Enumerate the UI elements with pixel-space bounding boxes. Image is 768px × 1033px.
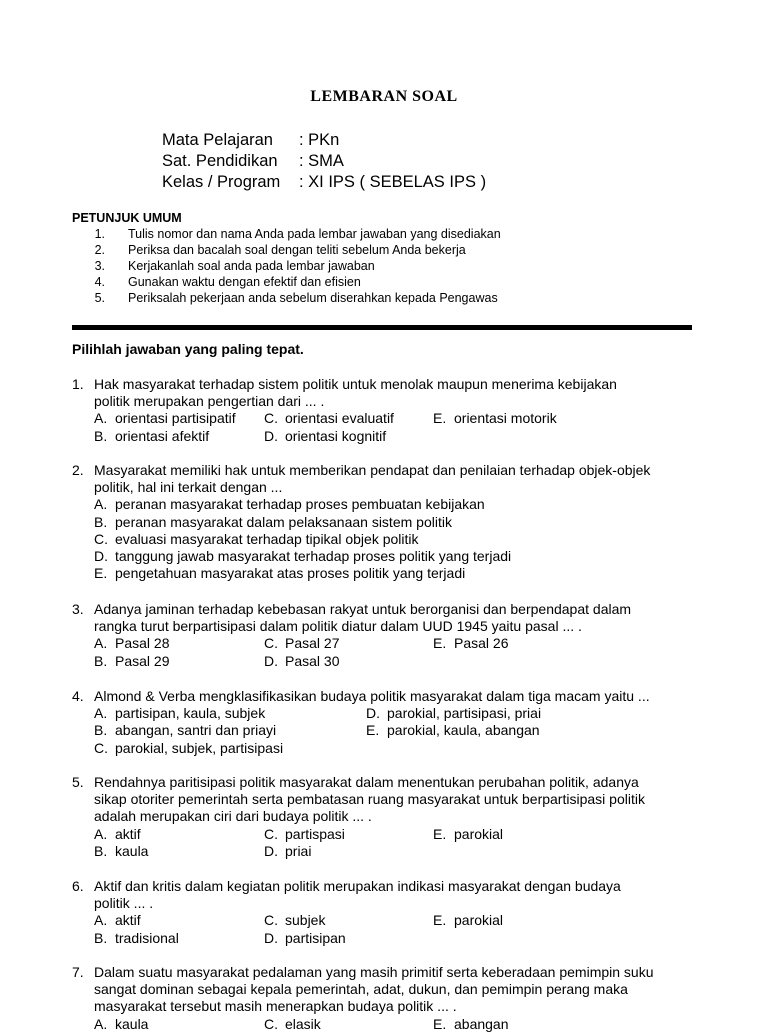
question-number: 4. (72, 688, 84, 704)
answer-instruction: Pilihlah jawaban yang paling tepat. (72, 341, 304, 357)
divider (72, 325, 692, 330)
question-number: 2. (72, 462, 84, 478)
option-e: E. pengetahuan masyarakat atas proses politik yang terjadi (94, 565, 466, 582)
option-c: C. partispasi (264, 825, 345, 842)
question-number: 6. (72, 878, 84, 894)
question-text: Adanya jaminan terhadap kebebasan rakyat untuk berorganisi dan berpendapat dalam (94, 601, 632, 617)
question-number: 1. (72, 376, 84, 392)
list-item: 5. Periksalah pekerjaan anda sebelum diserahkan kepada Pengawas (94, 291, 498, 305)
question-text: Rendahnya paritisipasi politik masyarakat dalam menentukan perubahan politik, adanya (94, 774, 639, 790)
option-c: C. orientasi evaluatif (264, 410, 394, 427)
option-d: D. orientasi kognitif (264, 427, 387, 444)
question-3 (72, 601, 712, 670)
option-d: D. priai (264, 842, 312, 859)
question-6 (72, 878, 712, 947)
info-row-class: Kelas / Program : XI IPS ( SEBELAS IPS ) (162, 173, 487, 191)
question-text: rangka turut berpartisipasi dalam politik diatur dalam UUD 1945 yaitu pasal ... . (94, 618, 582, 635)
option-b: B. orientasi afektif (94, 427, 210, 444)
question-text: Almond & Verba mengklasifikasikan budaya politik masyarakat dalam tiga macam yaitu ... (94, 688, 650, 704)
page-title: LEMBARAN SOAL (310, 88, 458, 105)
option-c: C. Pasal 27 (264, 635, 340, 652)
general-instructions (72, 210, 501, 306)
option-d: D. partisipan (264, 929, 346, 946)
option-e: E. orientasi motorik (433, 410, 557, 427)
option-e: E. parokial, kaula, abangan (366, 722, 540, 739)
instructions-heading: PETUNJUK UMUM (72, 211, 182, 225)
question-text: politik merupakan pengertian dari ... . (94, 393, 325, 410)
option-d: D. parokial, partisipasi, priai (366, 705, 542, 722)
question-7 (72, 964, 712, 1033)
instructions-list (72, 226, 501, 306)
option-a: A. Pasal 28 (94, 635, 170, 652)
question-5 (72, 774, 712, 860)
option-b: B. tradisional (94, 929, 179, 946)
option-c: C. evaluasi masyarakat terhadap tipikal objek politik (94, 530, 419, 547)
question-2 (72, 462, 712, 582)
list-item: 1. Tulis nomor dan nama Anda pada lembar jawaban yang disediakan (94, 227, 501, 241)
question-4 (72, 688, 712, 757)
option-e: E. parokial (433, 825, 504, 842)
option-b: B. peranan masyarakat dalam pelaksanaan sistem politik (94, 513, 452, 530)
option-d: D. Pasal 30 (264, 652, 340, 669)
option-a: A. partisipan, kaula, subjek (94, 705, 266, 722)
option-a: A. peranan masyarakat terhadap proses pembuatan kebijakan (94, 496, 485, 513)
option-a: A. kaula (94, 1015, 149, 1032)
question-text: adalah merupakan ciri dari budaya politik ... . (94, 808, 372, 825)
option-c: C. subjek (264, 912, 326, 929)
question-text: sikap otoriter pemerintah serta pembatasan ruang masyarakat untuk berpartisipasi politik (94, 791, 645, 808)
option-a: A. orientasi partisipatif (94, 410, 236, 427)
option-e: E. abangan (433, 1015, 509, 1032)
option-e: E. Pasal 26 (433, 635, 509, 652)
info-row-subject: Mata Pelajaran : PKn (162, 131, 340, 149)
option-c: C. elasik (264, 1015, 321, 1032)
info-row-school: Sat. Pendidikan : SMA (162, 152, 344, 170)
question-text: politik ... . (94, 895, 154, 912)
question-number: 3. (72, 601, 84, 617)
question-1 (72, 376, 712, 445)
option-b: B. abangan, santri dan priayi (94, 722, 277, 739)
question-text: politik, hal ini terkait dengan ... (94, 479, 283, 496)
question-text: sangat dominan sebagai kepala pemerintah, adat, dukun, dan pemimpin perang maka (94, 981, 628, 998)
list-item: 2. Periksa dan bacalah soal dengan teliti sebelum Anda bekerja (94, 243, 466, 257)
option-a: A. aktif (94, 825, 141, 842)
option-d: D. tanggung jawab masyarakat terhadap proses politik yang terjadi (94, 547, 512, 564)
option-c: C. parokial, subjek, partisipasi (94, 739, 284, 756)
option-b: B. Pasal 29 (94, 652, 170, 669)
question-text: Hak masyarakat terhadap sistem politik untuk menolak maupun menerima kebijakan (94, 376, 617, 392)
question-text: Masyarakat memiliki hak untuk memberikan pendapat dan penilaian terhadap objek-objek (94, 462, 651, 478)
option-e: E. parokial (433, 912, 504, 929)
list-item: 3. Kerjakanlah soal anda pada lembar jawaban (94, 259, 375, 273)
option-b: B. kaula (94, 842, 149, 859)
exam-info (162, 130, 486, 193)
option-a: A. aktif (94, 912, 141, 929)
question-number: 7. (72, 964, 84, 980)
list-item: 4. Gunakan waktu dengan efektif dan efisien (94, 275, 361, 289)
question-text: masyarakat tersebut masih menerapkan budaya politik ... . (94, 998, 457, 1015)
question-text: Dalam suatu masyarakat pedalaman yang masih primitif serta keberadaan pemimpin suku (94, 964, 654, 980)
question-number: 5. (72, 774, 84, 790)
question-text: Aktif dan kritis dalam kegiatan politik merupakan indikasi masyarakat dengan budaya (94, 878, 621, 894)
